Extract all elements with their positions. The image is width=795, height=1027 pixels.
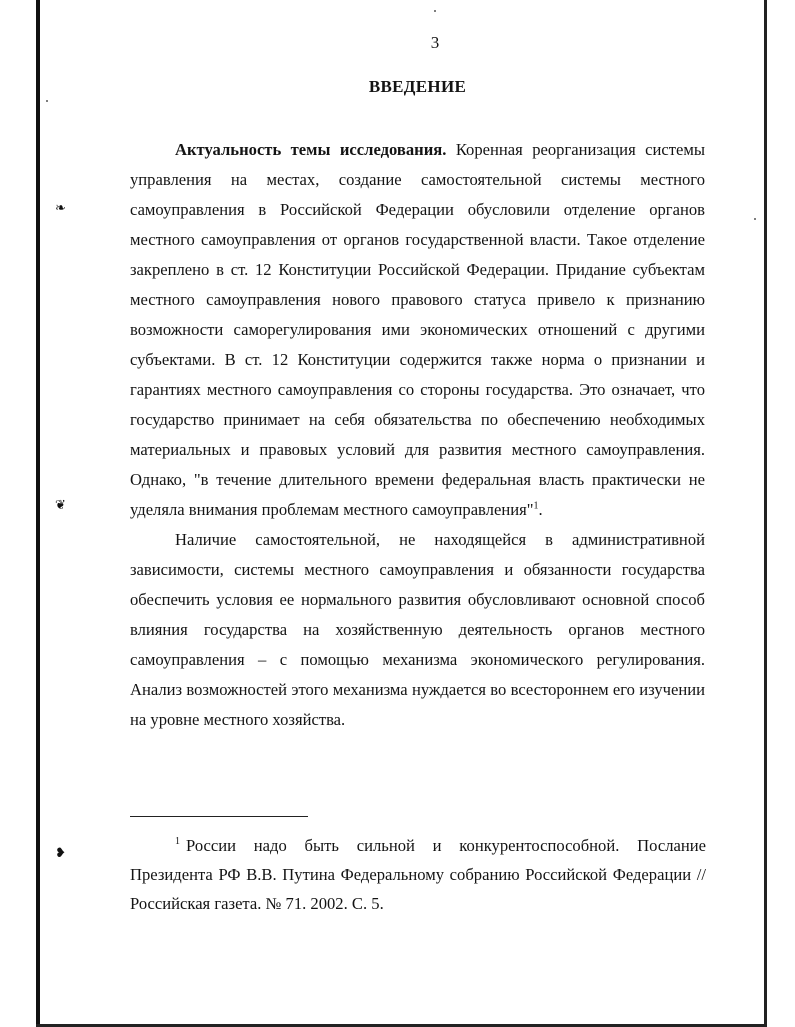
footnote-reference: 1 [533, 500, 539, 512]
body-text [130, 135, 705, 735]
footnote-text: России надо быть сильной и конкурентоспособной. Послание Президента РФ В.В. Путина Федеральному собранию Российской Федерации // Российская газета. № 71. 2002. С. 5. [130, 836, 706, 913]
paragraph-mechanism: Наличие самостоятельной, не находящейся в административной зависимости, системы местного самоуправления и обязанности государства обеспечить условия ее нормального развития обусловливают основной способ влияния государства на хозяйственную деятельность органов местного самоуправления – с помощью механизма экономического регулирования. Анализ возможностей этого механизма нуждается во всестороннем его изучении на уровне местного хозяйства. [130, 530, 705, 729]
paragraph-end: . [538, 500, 543, 519]
paragraph-relevance [130, 135, 705, 525]
binding-hole-mark-icon: ❥ [55, 845, 66, 860]
footnote [130, 831, 706, 918]
scan-edge-right [764, 0, 767, 1027]
scan-speck [434, 10, 436, 12]
scan-speck [754, 218, 756, 220]
scan-speck [46, 100, 48, 102]
binding-hole-mark-icon: ❧ [55, 200, 66, 215]
page-number: 3 [430, 33, 440, 52]
binding-hole-mark-icon: ❦ [55, 497, 66, 512]
footnote-paragraph [130, 831, 706, 918]
paragraph-text: Коренная реорганизация системы управления на местах, создание самостоятельной системы местного самоуправления в Российской Федерации обусловили отделение органов местного самоуправления от органов государственной власти. Такое отделение закреплено в ст. 12 Конституции Российской Федерации. Придание субъектам местного самоуправления нового правового статуса привело к признанию возможности саморегулирования ими экономических отношений с другими субъектами. В ст. 12 Конституции содержится также норма о признании и гарантиях местного самоуправления со стороны государства. Это означает, что государство принимает на себя обязательства по обеспечению необходимых материальных и правовых условий для развития местного самоуправления. Однако, "в течение длительного времени федеральная власть практически не уделяла внимания проблемам местного самоуправления" [130, 140, 705, 519]
footnote-marker: 1 [175, 836, 180, 848]
scan-edge-left [36, 0, 40, 1027]
footnote-separator [130, 816, 308, 817]
paragraph-lead: Актуальность темы исследования. [175, 140, 447, 159]
section-heading: ВВЕДЕНИЕ [368, 77, 467, 96]
